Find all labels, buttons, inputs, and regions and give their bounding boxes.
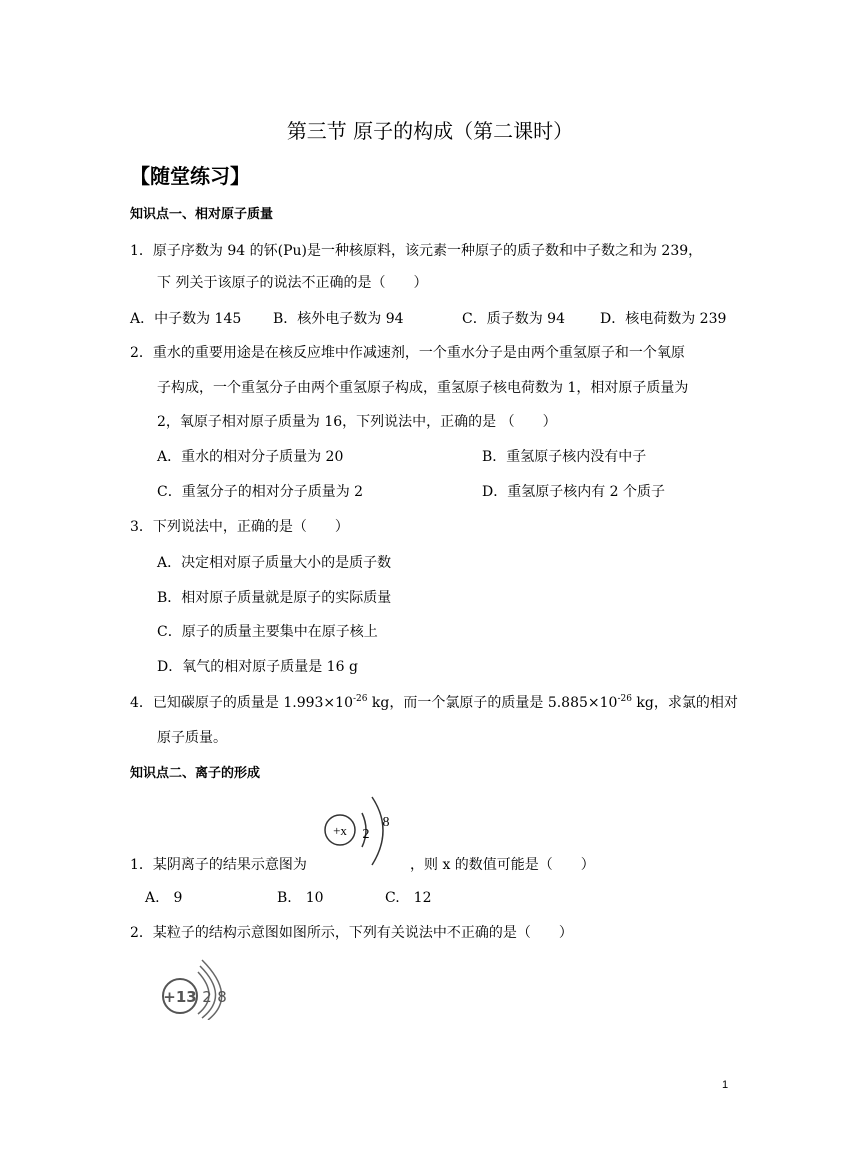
q2-line1: 2．重水的重要用途是在核反应堆中作减速剂，一个重水分子是由两个重氢原子和一个氧原 <box>130 345 685 361</box>
q4-text-2: kg，而一个氯原子的质量是 5.885×10 <box>367 695 618 711</box>
q3-stem: 3．下列说法中，正确的是（ ） <box>130 519 349 535</box>
kp2-q1-option-b: B. 10 <box>277 890 324 906</box>
q2-line2: 子构成，一个重氢分子由两个重氢原子构成，重氢原子核电荷数为 1，相对原子质量为 <box>157 380 689 396</box>
q3-option-a: A．决定相对原子质量大小的是质子数 <box>157 555 392 571</box>
shell-2-electrons-2: 8 <box>217 988 227 1006</box>
shell-1-electrons-2: 2 <box>202 988 212 1006</box>
kp2-q1-option-a: A. 9 <box>145 890 183 906</box>
nucleus-charge-2: +13 <box>163 988 197 1006</box>
q4-line1 <box>130 693 738 713</box>
nucleus-charge: +x <box>333 823 347 838</box>
q3-option-c: C．原子的质量主要集中在原子核上 <box>157 624 378 640</box>
knowledge-point-1-heading: 知识点一、相对原子质量 <box>130 207 274 222</box>
kp2-q1-option-c: C. 12 <box>385 890 432 906</box>
q4-text-3: kg，求氯的相对 <box>631 695 738 711</box>
q1-option-b: B．核外电子数为 94 <box>273 311 404 327</box>
q2-option-c: C．重氢分子的相对分子质量为 2 <box>157 484 364 500</box>
q3-option-d: D．氧气的相对原子质量是 16 g <box>157 659 358 675</box>
knowledge-point-2-heading: 知识点二、离子的形成 <box>130 766 261 781</box>
q2-line3: 2，氧原子相对原子质量为 16，下列说法中，正确的是 （ ） <box>157 414 557 430</box>
q2-option-a: A．重水的相对分子质量为 20 <box>157 449 344 465</box>
kp2-q1-stem-before: 1．某阴离子的结果示意图为 <box>130 857 307 873</box>
kp2-q1-stem-after: ，则 x 的数值可能是（ ） <box>410 857 595 873</box>
page-number: 1 <box>722 1079 729 1091</box>
section-heading: 【随堂练习】 <box>130 164 250 188</box>
particle-structure-diagram <box>158 958 240 1020</box>
q2-option-d: D．重氢原子核内有 2 个质子 <box>482 484 666 500</box>
anion-structure-diagram <box>318 793 398 871</box>
q3-option-b: B．相对原子质量就是原子的实际质量 <box>157 590 392 606</box>
q4-exponent-2: -26 <box>617 694 632 704</box>
q4-text-1: 4．已知碳原子的质量是 1.993×10 <box>130 695 353 711</box>
shell-2-electrons: 8 <box>382 815 390 830</box>
q1-line1: 1．原子序数为 94 的钚(Pu)是一种核原料，该元素一种原子的质子数和中子数之和为 239， <box>130 243 703 259</box>
shell-1-electrons: 2 <box>362 827 370 842</box>
q4-exponent-1: -26 <box>352 694 368 704</box>
q2-option-b: B．重氢原子核内没有中子 <box>482 449 647 465</box>
q1-option-c: C．质子数为 94 <box>462 311 565 327</box>
q4-line2: 原子质量。 <box>157 730 227 746</box>
q1-line2: 下 列关于该原子的说法不正确的是（ ） <box>157 275 428 291</box>
kp2-q2-stem: 2．某粒子的结构示意图如图所示，下列有关说法中不正确的是（ ） <box>130 925 573 941</box>
page-title: 第三节 原子的构成（第二课时） <box>286 119 574 143</box>
q1-option-a: A．中子数为 145 <box>130 311 242 327</box>
q1-option-d: D．核电荷数为 239 <box>600 311 727 327</box>
electron-shell-2 <box>372 797 383 865</box>
